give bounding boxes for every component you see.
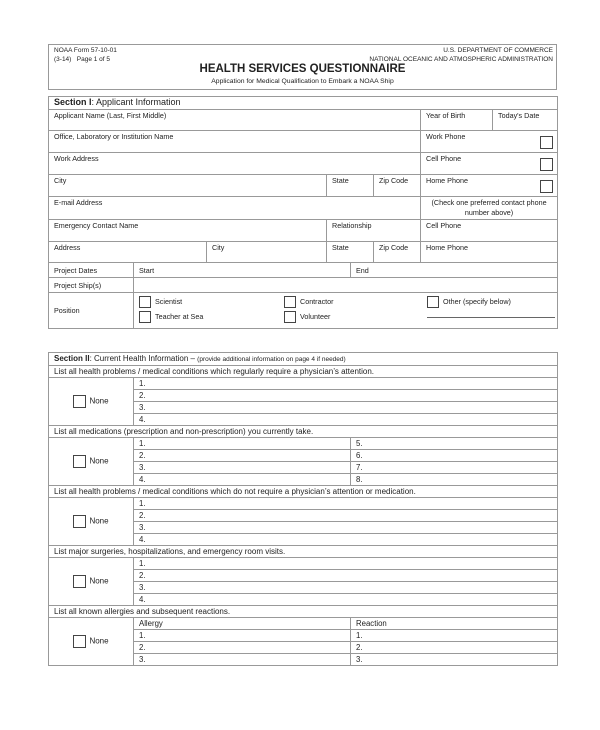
emergency-state-field[interactable]: State	[327, 242, 374, 263]
relationship-field[interactable]: Relationship	[327, 220, 421, 242]
position-other[interactable]: Other (specify below)	[427, 296, 557, 308]
agency: NATIONAL OCEANIC AND ATMOSPHERIC ADMINISTRATION	[369, 56, 553, 63]
emergency-cell-phone-field[interactable]: Cell Phone	[421, 220, 558, 242]
none-checkbox-medications[interactable]: None	[49, 438, 134, 486]
section-1-heading: Section I: Applicant Information	[49, 97, 558, 110]
email-field[interactable]: E-mail Address	[49, 197, 421, 220]
answer-line[interactable]: 6.	[351, 450, 558, 462]
answer-line[interactable]: 1.	[134, 378, 558, 390]
question-medications: List all medications (prescription and non-prescription) you currently take.	[49, 426, 558, 438]
year-of-birth-field[interactable]: Year of Birth	[421, 110, 493, 131]
none-checkbox-surgeries[interactable]: None	[49, 558, 134, 606]
other-specify-line[interactable]	[427, 317, 555, 318]
section-2-heading: Section II: Current Health Information – (provide additional information on page 4 if needed)	[49, 353, 558, 366]
reaction-line[interactable]: 2.	[351, 642, 558, 654]
office-field[interactable]: Office, Laboratory or Institution Name	[49, 131, 421, 153]
todays-date-field[interactable]: Today's Date	[493, 110, 558, 131]
allergy-line[interactable]: 1.	[134, 630, 351, 642]
zip-field[interactable]: Zip Code	[374, 175, 421, 197]
project-start-field[interactable]: Start	[134, 263, 351, 278]
emergency-city-field[interactable]: City	[207, 242, 327, 263]
reaction-line[interactable]: 1.	[351, 630, 558, 642]
question-surgeries: List major surgeries, hospitalizations, and emergency room visits.	[49, 546, 558, 558]
emergency-contact-name-field[interactable]: Emergency Contact Name	[49, 220, 327, 242]
home-phone-preferred-checkbox[interactable]	[540, 180, 553, 193]
reaction-line[interactable]: 3.	[351, 654, 558, 666]
work-phone-field[interactable]: Work Phone	[421, 131, 558, 153]
checkbox[interactable]	[139, 311, 151, 323]
answer-line[interactable]: 3.	[134, 522, 558, 534]
answer-line[interactable]: 1.	[134, 438, 351, 450]
checkbox[interactable]	[284, 311, 296, 323]
answer-line[interactable]: 8.	[351, 474, 558, 486]
question-regular-conditions: List all health problems / medical conditions which regularly require a physician’s attention.	[49, 366, 558, 378]
home-phone-field[interactable]: Home Phone	[421, 175, 558, 197]
allergy-header: Allergy	[134, 618, 351, 630]
question-minor-conditions: List all health problems / medical conditions which do not require a physician’s attention or medication.	[49, 486, 558, 498]
form-number: NOAA Form 57-10-01	[54, 47, 117, 54]
project-ships-field[interactable]	[134, 278, 558, 293]
position-label: Position	[49, 293, 134, 329]
emergency-zip-field[interactable]: Zip Code	[374, 242, 421, 263]
position-scientist[interactable]: Scientist	[139, 296, 284, 308]
work-phone-preferred-checkbox[interactable]	[540, 136, 553, 149]
checkbox[interactable]	[139, 296, 151, 308]
project-dates-label: Project Dates	[49, 263, 134, 278]
answer-line[interactable]: 3.	[134, 402, 558, 414]
answer-line[interactable]: 4.	[134, 414, 558, 426]
position-teacher-at-sea[interactable]: Teacher at Sea	[139, 311, 284, 323]
answer-line[interactable]: 1.	[134, 558, 558, 570]
cell-phone-preferred-checkbox[interactable]	[540, 158, 553, 171]
position-volunteer[interactable]: Volunteer	[284, 311, 427, 323]
applicant-name-field[interactable]: Applicant Name (Last, First Middle)	[49, 110, 421, 131]
answer-line[interactable]: 3.	[134, 582, 558, 594]
answer-line[interactable]: 4.	[134, 594, 558, 606]
answer-line[interactable]: 2.	[134, 510, 558, 522]
section-2-current-health-information	[48, 352, 558, 666]
position-contractor[interactable]: Contractor	[284, 296, 427, 308]
answer-line[interactable]: 3.	[134, 462, 351, 474]
none-checkbox-minor-conditions[interactable]: None	[49, 498, 134, 546]
none-checkbox-conditions[interactable]: None	[49, 378, 134, 426]
form-header	[48, 44, 557, 90]
form-title: HEALTH SERVICES QUESTIONNAIRE	[199, 63, 406, 75]
project-ships-label: Project Ship(s)	[49, 278, 134, 293]
checkbox[interactable]	[284, 296, 296, 308]
page-number: Page 1 of 5	[76, 56, 111, 63]
form-subtitle: Application for Medical Qualification to Embark a NOAA Ship	[211, 78, 394, 85]
department: U.S. DEPARTMENT OF COMMERCE	[443, 47, 553, 54]
answer-line[interactable]: 4.	[134, 534, 558, 546]
answer-line[interactable]: 7.	[351, 462, 558, 474]
answer-line[interactable]: 2.	[134, 570, 558, 582]
contact-note: (Check one preferred contact phone number above)	[421, 197, 558, 220]
answer-line[interactable]: 2.	[134, 390, 558, 402]
none-checkbox-allergies[interactable]: None	[49, 618, 134, 666]
checkbox[interactable]	[427, 296, 439, 308]
position-options	[134, 293, 558, 329]
emergency-home-phone-field[interactable]: Home Phone	[421, 242, 558, 263]
answer-line[interactable]: 4.	[134, 474, 351, 486]
reaction-header: Reaction	[351, 618, 558, 630]
cell-phone-field[interactable]: Cell Phone	[421, 153, 558, 175]
allergy-line[interactable]: 3.	[134, 654, 351, 666]
allergy-line[interactable]: 2.	[134, 642, 351, 654]
project-end-field[interactable]: End	[351, 263, 558, 278]
answer-line[interactable]: 1.	[134, 498, 558, 510]
work-address-field[interactable]: Work Address	[49, 153, 421, 175]
answer-line[interactable]: 5.	[351, 438, 558, 450]
state-field[interactable]: State	[327, 175, 374, 197]
answer-line[interactable]: 2.	[134, 450, 351, 462]
emergency-address-field[interactable]: Address	[49, 242, 207, 263]
question-allergies: List all known allergies and subsequent reactions.	[49, 606, 558, 618]
section-1-applicant-information	[48, 96, 558, 329]
form-revision: (3-14)	[54, 56, 72, 63]
city-field[interactable]: City	[49, 175, 327, 197]
